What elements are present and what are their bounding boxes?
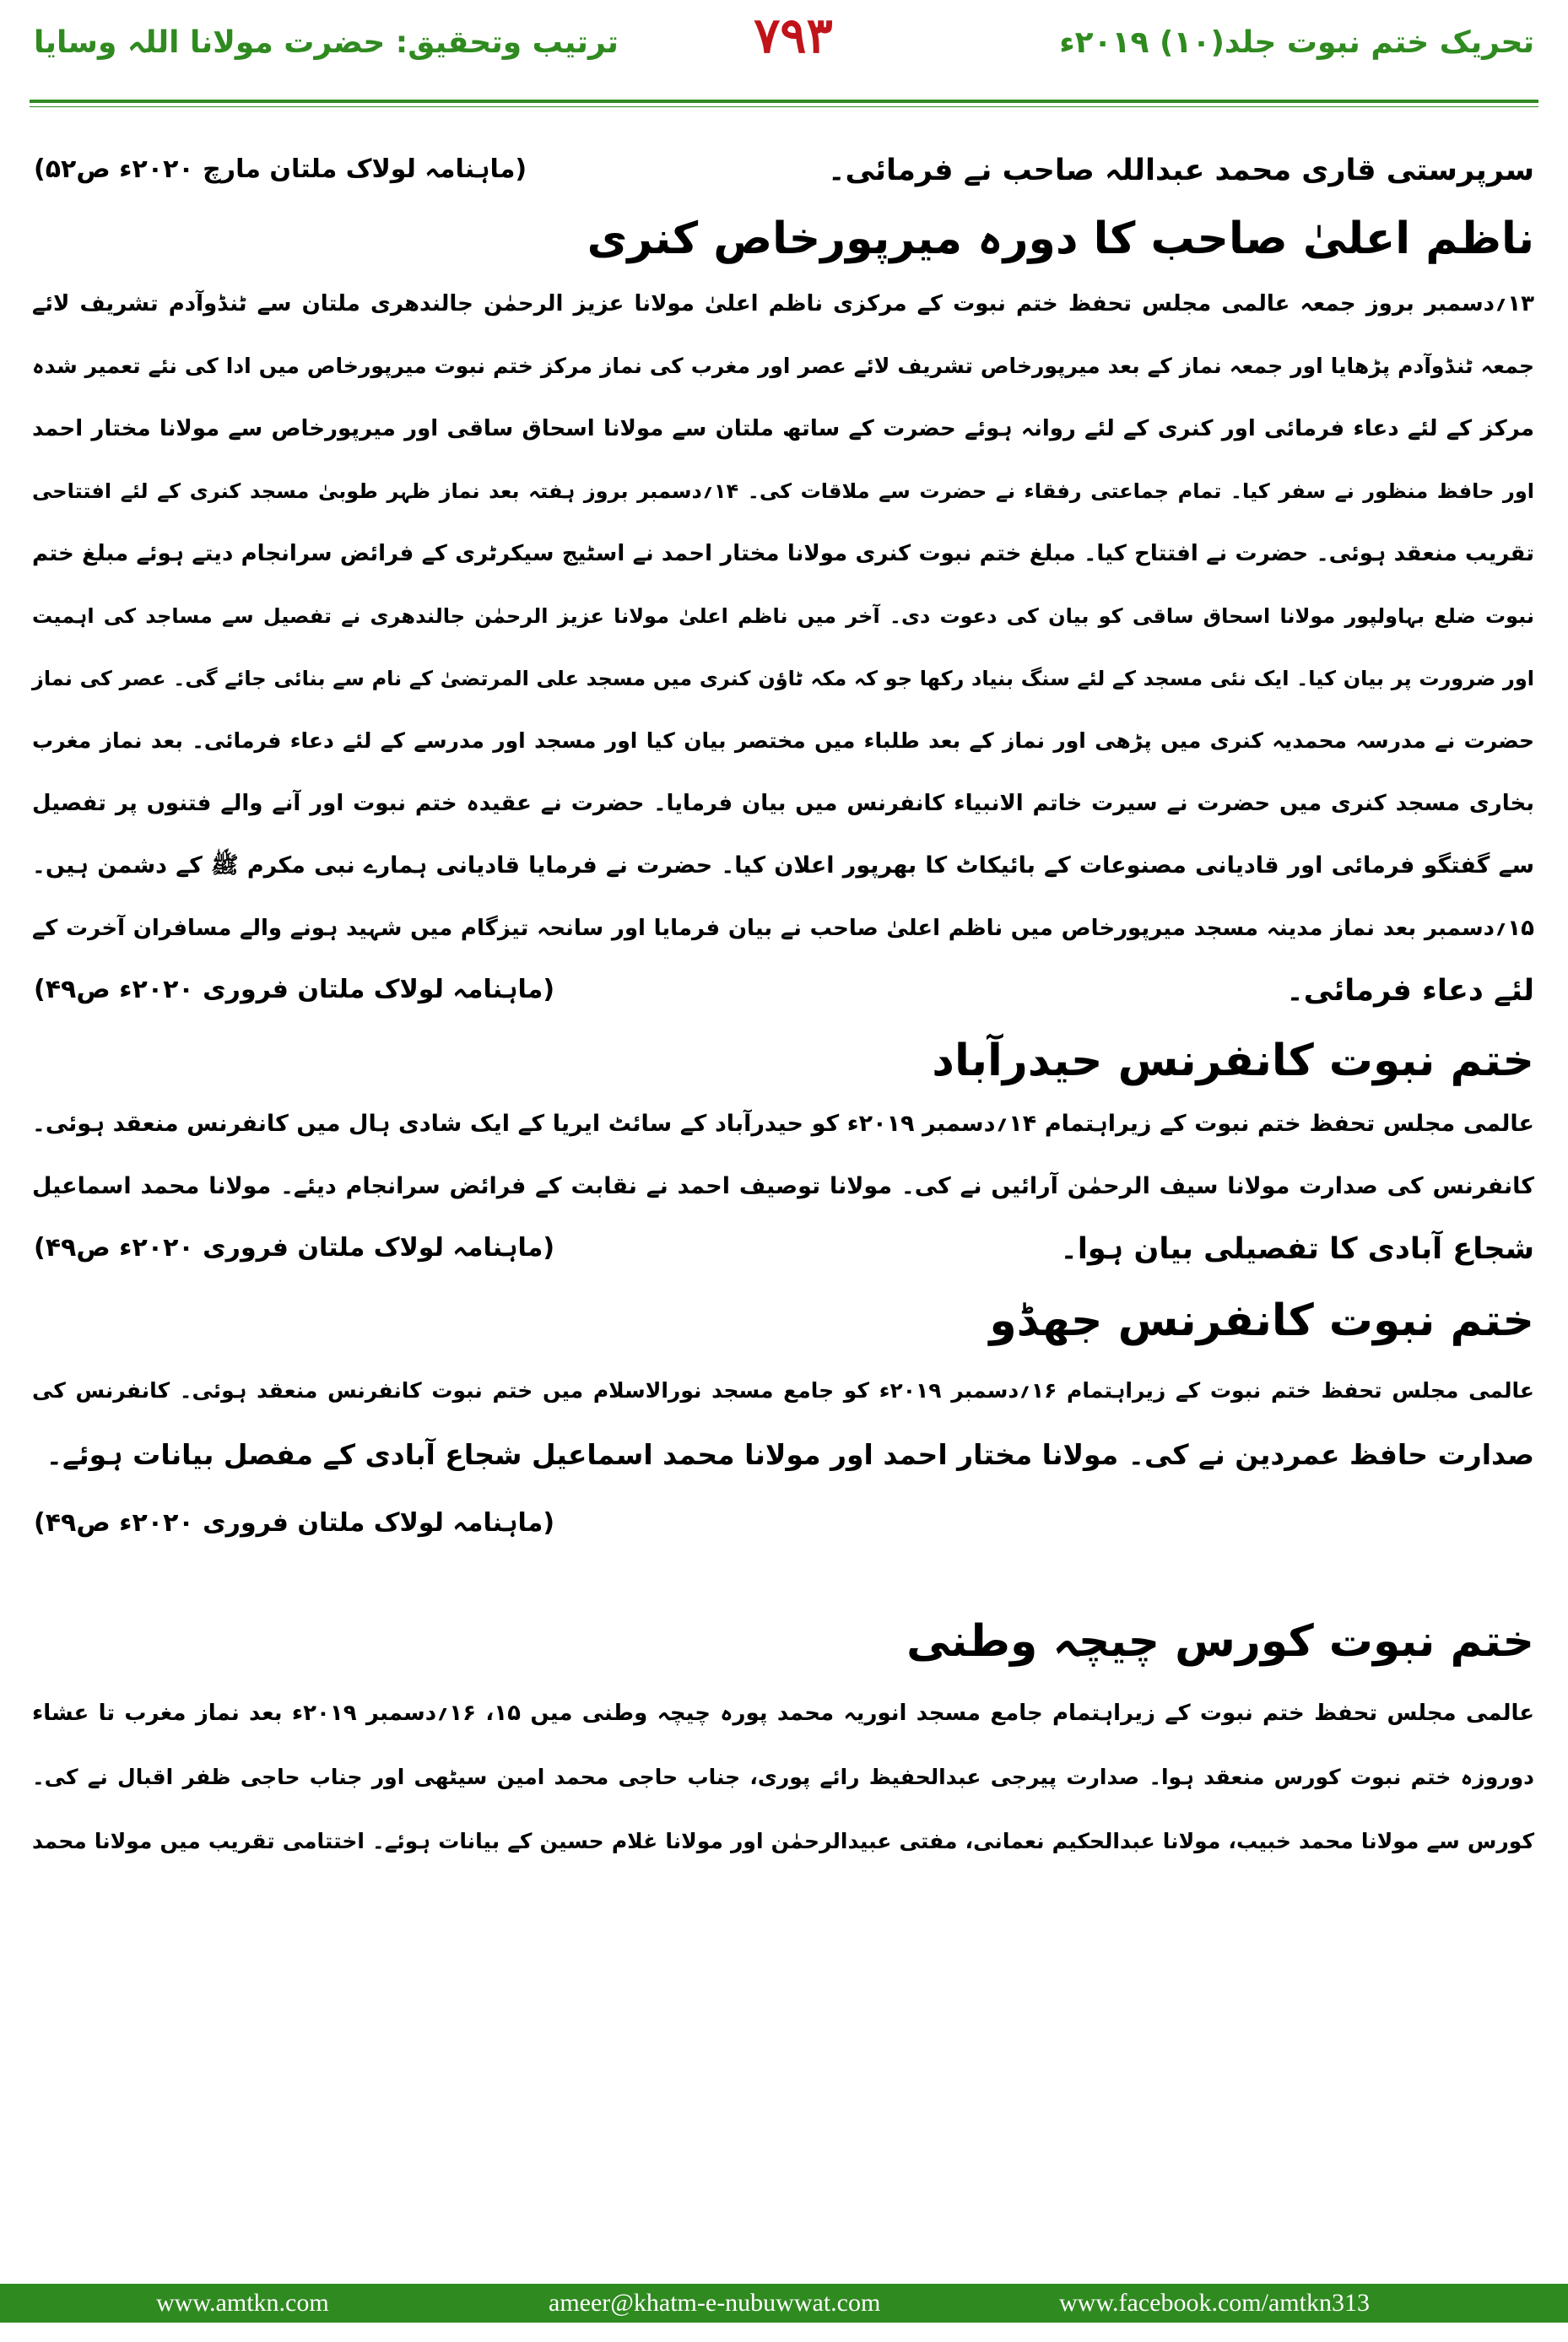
section1-line: ۱۵؍دسمبر بعد نماز مدینہ مسجد میرپورخاص میں ناظم اعلیٰ صاحب نے بیان فرمایا اور سانحہ تیزگام میں شہید ہونے والے مسافران آخرت کے [32,916,1534,941]
intro-line: سرپرستی قاری محمد عبداللہ صاحب نے فرمائی۔ [828,154,1534,187]
section3-line: عالمی مجلس تحفظ ختم نبوت کے زیراہتمام ۱۶؍دسمبر ۲۰۱۹ء کو جامع مسجد نورالاسلام میں ختم نبوت کانفرنس منعقد ہوئی۔ کانفرنس کی [32,1378,1534,1403]
section3-line: صدارت حافظ عمردین نے کی۔ مولانا مختار احمد اور مولانا محمد اسماعیل شجاع آبادی کے مفصل بیانات ہوئے۔ [46,1438,1534,1471]
section3-heading: ختم نبوت کانفرنس جھڈو [989,1295,1534,1346]
footer-website-link[interactable]: www.amtkn.com [156,2289,329,2317]
section1-heading: ناظم اعلیٰ صاحب کا دورہ میرپورخاص کنری [587,214,1534,264]
section1-line: ۱۳؍دسمبر بروز جمعہ عالمی مجلس تحفظ ختم نبوت کے مرکزی ناظم اعلیٰ مولانا عزیز الرحمٰن جالندھری ملتان سے ٹنڈوآدم تشریف لائے [32,291,1534,316]
header-compiler: ترتیب وتحقیق: حضرت مولانا اللہ وسایا [34,25,619,60]
section2-line: شجاع آبادی کا تفصیلی بیان ہوا۔ [1060,1232,1534,1266]
section2-line: عالمی مجلس تحفظ ختم نبوت کے زیراہتمام ۱۴؍دسمبر ۲۰۱۹ء کو حیدرآباد کے سائٹ ایریا کے ایک شادی ہال میں کانفرنس منعقد ہوئی۔ [32,1111,1534,1137]
section2-heading: ختم نبوت کانفرنس حیدرآباد [932,1036,1534,1086]
section4-line: کورس سے مولانا محمد خبیب، مولانا عبدالحکیم نعمانی، مفتی عبیدالرحمٰن اور مولانا غلام حسین کے بیانات ہوئے۔ اختتامی تقریب میں مولانا محمد [32,1829,1534,1853]
section4-heading: ختم نبوت کورس چیچہ وطنی [906,1616,1534,1667]
footer-facebook-link[interactable]: www.facebook.com/amtkn313 [1059,2289,1370,2317]
section4-line: عالمی مجلس تحفظ ختم نبوت کے زیراہتمام جامع مسجد انوریہ محمد پورہ چیچہ وطنی میں ۱۵، ۱۶؍دسمبر ۲۰۱۹ء بعد نماز مغرب تا عشاء [32,1701,1534,1726]
section1-line: اور حافظ منظور نے سفر کیا۔ تمام جماعتی رفقاء نے حضرت سے ملاقات کی۔ ۱۴؍دسمبر بروز ہفتہ بعد نماز ظہر طوبیٰ مسجد کنری کے لئے افتتاحی [32,479,1534,503]
section1-line: سے گفتگو فرمائی اور قادیانی مصنوعات کے بائیکاٹ کا بھرپور اعلان کیا۔ حضرت نے فرمایا قادیانی ہمارے نبی مکرم ﷺ کے دشمن ہیں۔ [32,852,1534,879]
header-book-title: تحریک ختم نبوت جلد(۱۰) ۲۰۱۹ء [1059,25,1534,60]
section1-line: حضرت نے مدرسہ محمدیہ کنری میں پڑھی اور نماز کے بعد طلباء میں مختصر بیان کیا اور مسجد اور مدرسے کے لئے دعاء فرمائی۔ بعد نماز مغرب [32,728,1534,753]
section4-line: دوروزہ ختم نبوت کورس منعقد ہوا۔ صدارت پیرجی عبدالحفیظ رائے پوری، جناب حاجی محمد امین سیٹھی اور جناب حاجی ظفر اقبال نے کی۔ [32,1765,1534,1789]
page-number: ۷۹۳ [754,7,833,64]
section2-line: کانفرنس کی صدارت مولانا سیف الرحمٰن آرائیں نے کی۔ مولانا توصیف احمد نے نقابت کے فرائض سرانجام دیئے۔ مولانا محمد اسماعیل [32,1173,1534,1199]
section1-line: جمعہ ٹنڈوآدم پڑھایا اور جمعہ نماز کے بعد میرپورخاص تشریف لائے عصر اور مغرب کی نماز مرکز ختم نبوت میرپورخاص میں ادا کی نئے تعمیر شدہ [32,354,1534,378]
section1-line: بخاری مسجد کنری میں حضرت نے سیرت خاتم الانبیاء کانفرنس میں بیان فرمایا۔ حضرت نے عقیدہ ختم نبوت اور آنے والے فتنوں پر تفصیل [32,791,1534,816]
intro-reference: (ماہنامہ لولاک ملتان مارچ ۲۰۲۰ء ص۵۲) [34,154,527,184]
header-divider [30,100,1538,103]
section1-line: نبوت ضلع بہاولپور مولانا اسحاق ساقی کو بیان کی دعوت دی۔ آخر میں ناظم اعلیٰ مولانا عزیز الرحمٰن جالندھری نے تفصیل سے مساجد کی اہمیت [32,604,1534,628]
section3-reference: (ماہنامہ لولاک ملتان فروری ۲۰۲۰ء ص۴۹) [34,1508,555,1538]
section1-line: تقریب منعقد ہوئی۔ حضرت نے افتتاح کیا۔ مبلغ ختم نبوت کنری مولانا مختار احمد نے اسٹیج سیکرٹری کے فرائض سرانجام دیتے ہوئے مبلغ ختم [32,541,1534,566]
section2-reference: (ماہنامہ لولاک ملتان فروری ۲۰۲۰ء ص۴۹) [34,1233,555,1263]
section1-line: اور ضرورت پر بیان کیا۔ ایک نئی مسجد کے لئے سنگ بنیاد رکھا جو کہ مکہ ٹاؤن کنری میں مسجد علی المرتضیٰ کے نام سے بنائی جائے گی۔ عصر کی نماز [32,667,1534,690]
header-divider-thin [30,106,1538,107]
section1-line: مرکز کے لئے دعاء فرمائی اور کنری کے لئے روانہ ہوئے حضرت کے ساتھ ملتان سے مولانا اسحاق ساقی اور میرپورخاص سے مولانا مختار احمد [32,416,1534,441]
section1-line: لئے دعاء فرمائی۔ [1286,974,1534,1008]
footer-email-link[interactable]: ameer@khatm-e-nubuwwat.com [549,2289,881,2317]
section1-reference: (ماہنامہ لولاک ملتان فروری ۲۰۲۰ء ص۴۹) [34,975,555,1004]
